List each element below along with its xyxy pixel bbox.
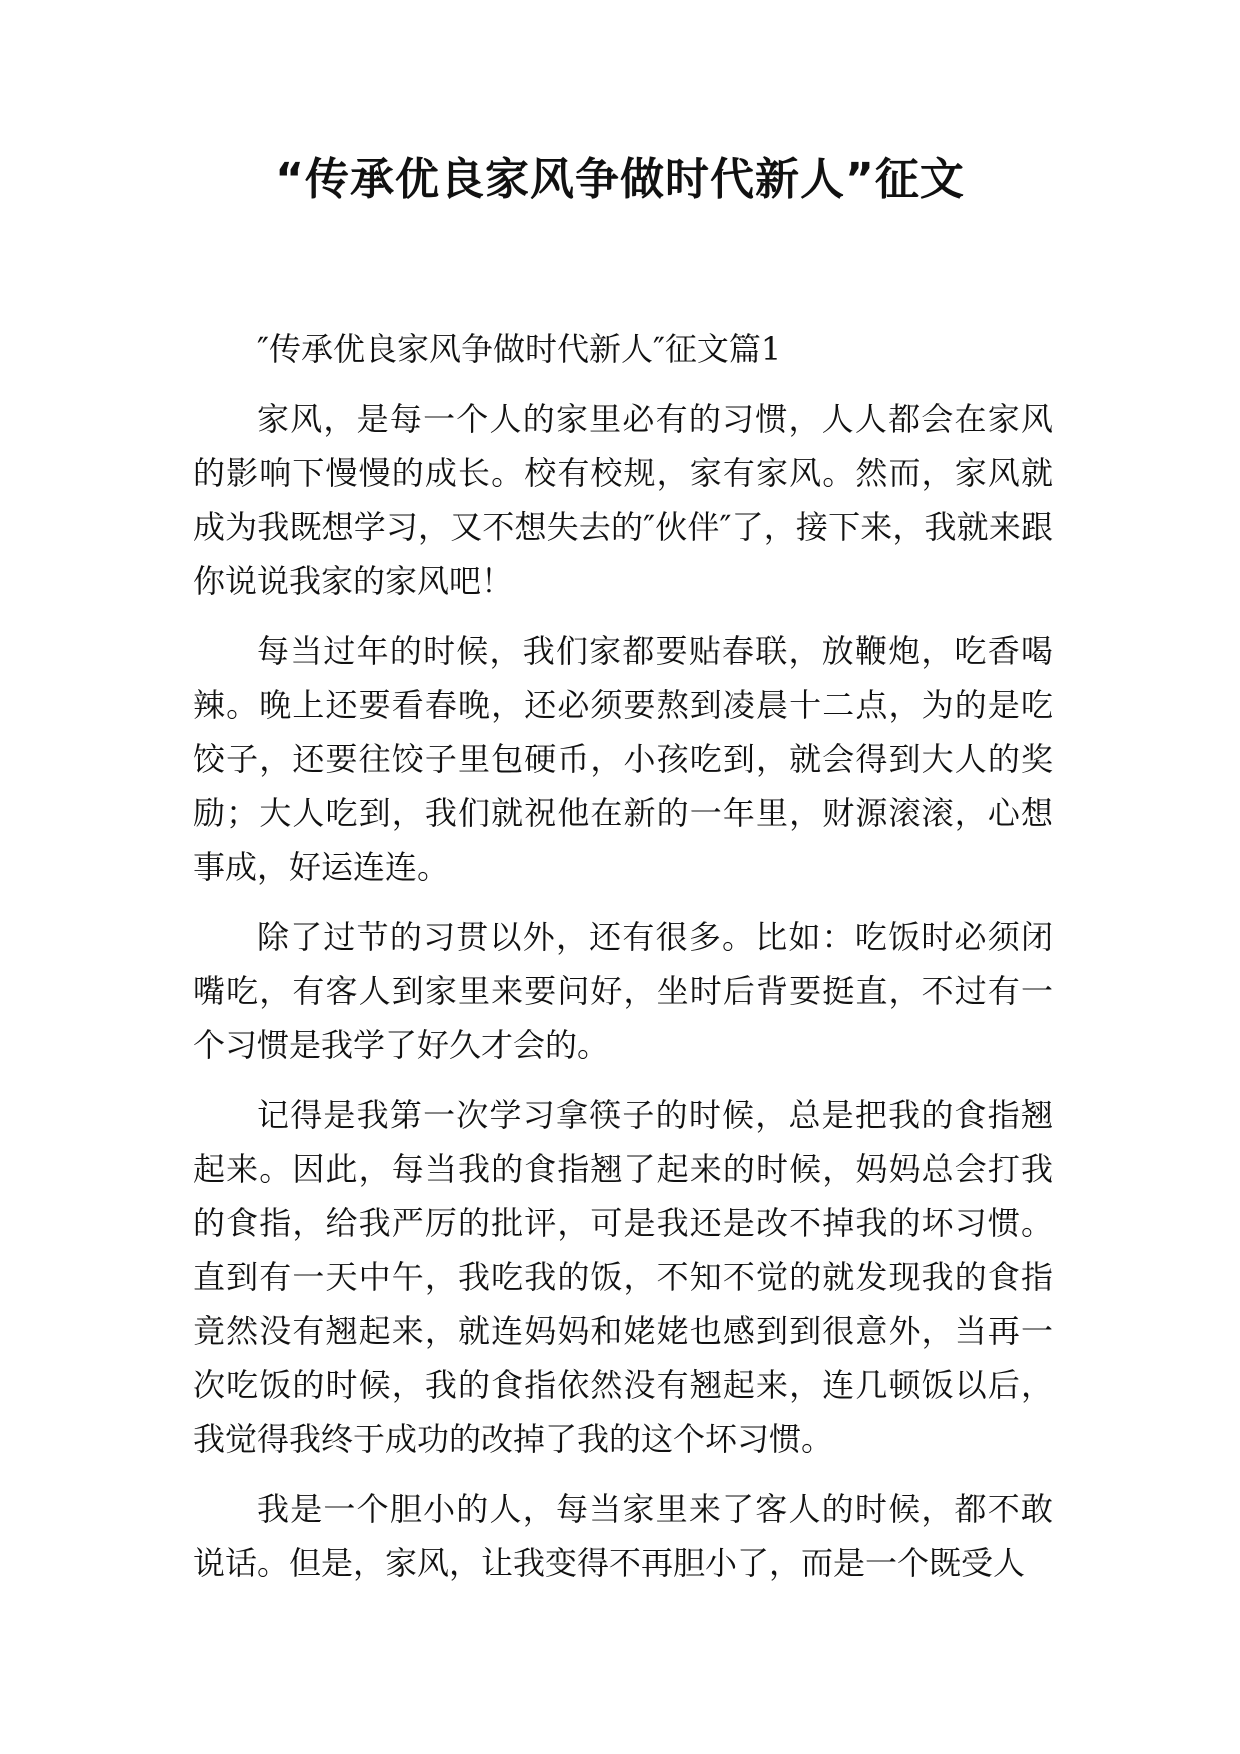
paragraph-4: 记得是我第一次学习拿筷子的时候，总是把我的食指翘起来。因此，每当我的食指翘了起来的时候，妈妈总会打我的食指，给我严厉的批评，可是我还是改不掉我的坏习惯。直到有一天中午，我吃我的饭，不知不觉的就发现我的食指竟然没有翘起来，就连妈妈和姥姥也感到到很意外，当再一次吃饭的时候，我的食指依然没有翘起来，连几顿饭以后，我觉得我终于成功的改掉了我的这个坏习惯。 xyxy=(193,1096,1053,1458)
paragraph-1: 家风，是每一个人的家里必有的习惯，人人都会在家风的影响下慢慢的成长。校有校规，家有家风。然而，家风就成为我既想学习，又不想失去的″伙伴″了，接下来，我就来跟你说说我家的家风吧！ xyxy=(193,400,1053,600)
paragraph-2: 每当过年的时候，我们家都要贴春联，放鞭炮，吃香喝辣。晚上还要看春晚，还必须要熬到凌晨十二点，为的是吃饺子，还要往饺子里包硬币，小孩吃到，就会得到大人的奖励；大人吃到，我们就祝他在新的一年里，财源滚滚，心想事成，好运连连。 xyxy=(193,632,1053,886)
essay-subheading: ″传承优良家风争做时代新人″征文篇1 xyxy=(257,330,782,368)
document-body xyxy=(193,322,1053,1606)
document-title: “传承优良家风争做时代新人”征文 xyxy=(275,154,965,205)
paragraph-3: 除了过节的习贯以外，还有很多。比如：吃饭时必须闭嘴吃，有客人到家里来要问好，坐时后背要挺直，不过有一个习惯是我学了好久才会的。 xyxy=(193,918,1053,1064)
paragraph-5: 我是一个胆小的人，每当家里来了客人的时候，都不敢说话。但是，家风，让我变得不再胆小了，而是一个既受人 xyxy=(193,1490,1053,1582)
